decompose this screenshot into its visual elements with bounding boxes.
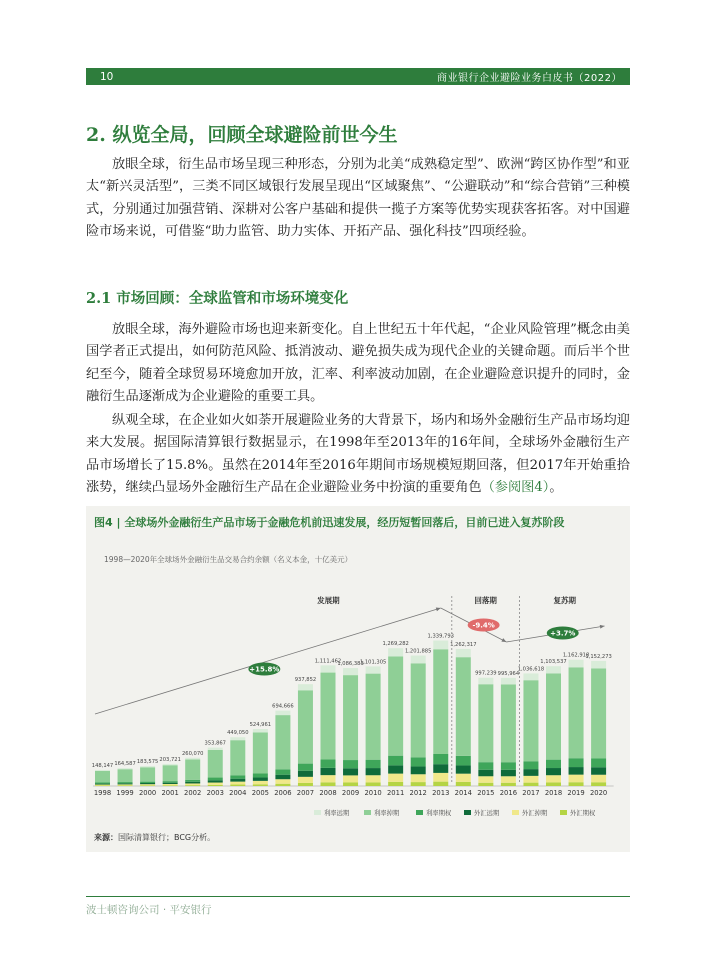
x-tick-label: 2015 <box>477 789 495 797</box>
bar-segment-2005 <box>253 773 268 777</box>
bar-segment-2001 <box>163 783 178 784</box>
running-head-title: 商业银行企业避险业务白皮书（2022） <box>437 73 622 84</box>
bar-total-label: 1,269,282 <box>382 641 409 648</box>
bar-segment-2020 <box>591 661 606 669</box>
running-header <box>86 68 630 85</box>
bar-segment-2007 <box>298 771 313 777</box>
figure-4 <box>86 506 630 852</box>
legend-label: 利率掉期 <box>374 810 400 817</box>
bar-segment-2008 <box>321 782 336 786</box>
bar-segment-2014 <box>456 649 471 657</box>
growth-badge-label: +15.8% <box>249 665 280 674</box>
bar-segment-2012 <box>411 782 426 786</box>
bar-segment-2017 <box>523 680 538 761</box>
figure-reference-link[interactable]: （参阅图4） <box>481 480 550 496</box>
bar-total-label: 449,050 <box>227 730 249 737</box>
bar-segment-2000 <box>140 785 155 786</box>
legend-swatch <box>364 810 371 815</box>
legend-label: 利率期权 <box>426 810 452 817</box>
bar-segment-2009 <box>343 782 358 786</box>
bar-segment-2018 <box>546 673 561 759</box>
bar-segment-2009 <box>343 775 358 782</box>
x-tick-label: 2019 <box>567 789 585 797</box>
bar-segment-2019 <box>569 767 584 775</box>
bar-total-label: 1,101,305 <box>359 659 387 666</box>
bar-total-label: 1,162,918 <box>562 652 590 659</box>
x-tick-label: 2007 <box>296 789 315 797</box>
bar-segment-2005 <box>253 777 268 780</box>
bar-segment-2020 <box>591 775 606 783</box>
paragraph-global-growth <box>86 410 630 500</box>
x-tick-label: 2005 <box>251 789 270 797</box>
bar-segment-2017 <box>523 761 538 769</box>
bar-segment-2014 <box>456 765 471 773</box>
bar-segment-2019 <box>569 660 584 668</box>
bar-segment-2012 <box>411 766 426 774</box>
bar-segment-2014 <box>456 756 471 766</box>
bar-segment-2013 <box>433 649 448 754</box>
x-tick-label: 2008 <box>319 789 337 797</box>
bar-segment-2019 <box>569 775 584 783</box>
bar-total-label: 1,201,885 <box>404 648 432 655</box>
bar-segment-2008 <box>321 673 336 760</box>
bar-segment-2006 <box>275 784 290 786</box>
bar-segment-2006 <box>275 715 290 769</box>
growth-badge-label: +3.7% <box>550 629 576 638</box>
bar-segment-2003 <box>208 748 223 750</box>
x-tick-label: 2013 <box>432 789 450 797</box>
bar-segment-2018 <box>546 760 561 768</box>
x-tick-label: 2009 <box>341 789 360 797</box>
bar-segment-2011 <box>388 648 403 656</box>
bar-segment-2009 <box>343 768 358 775</box>
page-number: 10 <box>100 70 114 83</box>
bar-segment-2008 <box>321 768 336 775</box>
bar-segment-2004 <box>230 740 245 775</box>
bar-segment-2009 <box>343 760 358 768</box>
bar-segment-2005 <box>253 732 268 773</box>
bar-segment-2017 <box>523 769 538 776</box>
x-tick-label: 2012 <box>409 789 427 797</box>
source-label: 来源： <box>94 833 118 842</box>
bar-segment-2011 <box>388 774 403 782</box>
bar-segment-2000 <box>140 784 155 785</box>
bar-segment-2000 <box>140 782 155 783</box>
bar-segment-2018 <box>546 768 561 775</box>
bar-total-label: 937,852 <box>294 677 317 684</box>
phase-label: 复苏期 <box>553 596 576 605</box>
x-tick-label: 2020 <box>589 789 608 797</box>
x-tick-label: 2018 <box>544 789 563 797</box>
bar-total-label: 1,036,618 <box>517 666 545 673</box>
bar-segment-2005 <box>253 729 268 732</box>
bar-segment-1998 <box>95 784 110 785</box>
bar-total-label: 1,339,793 <box>427 633 454 640</box>
growth-badge-label: -9.4% <box>472 621 495 630</box>
bar-segment-2011 <box>388 765 403 773</box>
source-text: 国际清算银行；BCG分析。 <box>118 833 216 842</box>
bar-segment-2002 <box>185 758 200 760</box>
bar-total-label: 524,961 <box>249 722 272 729</box>
bar-total-label: 1,111,462 <box>314 658 342 665</box>
bar-segment-2015 <box>478 762 493 770</box>
bar-total-label: 260,070 <box>181 750 204 757</box>
bar-segment-2013 <box>433 773 448 782</box>
x-tick-label: 2002 <box>184 789 202 797</box>
bar-segment-2001 <box>163 781 178 783</box>
bar-segment-2005 <box>253 781 268 784</box>
bar-segment-2014 <box>456 657 471 756</box>
bar-segment-2004 <box>230 782 245 785</box>
arrowhead-recovery <box>600 625 605 629</box>
bar-segment-2013 <box>433 754 448 764</box>
bar-segment-2016 <box>501 783 516 786</box>
bar-segment-2011 <box>388 656 403 755</box>
bar-segment-2011 <box>388 756 403 766</box>
bar-segment-1999 <box>118 785 133 786</box>
paragraph-end: 。 <box>549 480 563 496</box>
bar-segment-2002 <box>185 785 200 786</box>
bar-segment-2007 <box>298 777 313 783</box>
bar-segment-2020 <box>591 758 606 767</box>
bar-segment-2015 <box>478 776 493 782</box>
bar-segment-2006 <box>275 775 290 780</box>
bar-segment-2018 <box>546 666 561 673</box>
bar-segment-2006 <box>275 779 290 784</box>
legend-label: 外汇远期 <box>474 810 500 817</box>
bar-segment-2004 <box>230 785 245 786</box>
bar-segment-2008 <box>321 665 336 672</box>
bar-segment-2013 <box>433 764 448 773</box>
bar-segment-2007 <box>298 684 313 690</box>
bar-segment-2011 <box>388 782 403 786</box>
legend-label: 外汇期权 <box>570 810 596 817</box>
bar-segment-2019 <box>569 782 584 786</box>
bar-segment-2003 <box>208 780 223 782</box>
bar-segment-2017 <box>523 673 538 680</box>
x-tick-label: 2014 <box>454 789 472 797</box>
bar-segment-2007 <box>298 764 313 771</box>
bar-segment-2010 <box>366 666 381 673</box>
bar-segment-2016 <box>501 762 516 770</box>
bar-segment-2001 <box>163 785 178 786</box>
bar-segment-2000 <box>140 766 155 767</box>
footer-rule <box>86 896 630 897</box>
x-tick-label: 2000 <box>138 789 157 797</box>
x-tick-label: 2010 <box>364 789 382 797</box>
x-tick-label: 2017 <box>522 789 540 797</box>
bar-segment-1999 <box>118 768 133 769</box>
figure-source <box>94 832 215 843</box>
paragraph-body: 纵观全球，在企业如火如荼开展避险业务的大背景下，场内和场外金融衍生产品市场均迎来大发展。据国际清算银行数据显示，在1998年至2013年的16年间，全球场外金融衍生产品市场增长了15.8%。虽然在2014年至2016年期间市场规模短期回落，但2017年开始重拾涨势，继续凸显场外金融衍生产品在企业避险业务中扮演的重要角色 <box>86 413 630 496</box>
bar-segment-2002 <box>185 780 200 782</box>
bar-segment-2000 <box>140 783 155 784</box>
bar-total-label: 183,575 <box>136 759 159 766</box>
bar-segment-2007 <box>298 690 313 763</box>
otc-derivatives-chart <box>86 506 630 852</box>
bar-segment-2009 <box>343 668 358 675</box>
x-tick-label: 2016 <box>499 789 518 797</box>
x-tick-label: 2003 <box>206 789 224 797</box>
legend-swatch <box>416 810 423 815</box>
bar-total-label: 164,587 <box>114 761 136 768</box>
legend-swatch <box>512 810 519 815</box>
bar-segment-2001 <box>163 765 178 781</box>
bar-total-label: 1,103,537 <box>540 659 567 666</box>
bar-segment-2004 <box>230 779 245 782</box>
bar-segment-1998 <box>95 770 110 771</box>
bar-segment-2008 <box>321 775 336 782</box>
bar-segment-2003 <box>208 750 223 778</box>
page-footer: 波士顿咨询公司 · 平安银行 <box>86 904 212 916</box>
x-tick-label: 1999 <box>116 789 134 797</box>
legend-swatch <box>314 810 321 815</box>
arrowhead-growth <box>436 607 441 611</box>
legend-swatch <box>560 810 567 815</box>
bar-segment-1999 <box>118 782 133 783</box>
figure-title: 图4 | 全球场外金融衍生产品市场于金融危机前迅速发展，经历短暂回落后，目前已进入复苏阶段 <box>94 516 565 529</box>
bar-segment-2009 <box>343 675 358 760</box>
bar-total-label: 1,086,383 <box>337 661 364 668</box>
bar-segment-2002 <box>185 759 200 779</box>
bar-segment-1999 <box>118 784 133 785</box>
bar-total-label: 1,262,317 <box>450 641 477 648</box>
bar-segment-2010 <box>366 760 381 768</box>
bar-segment-2005 <box>253 784 268 786</box>
x-tick-label: 1998 <box>93 789 112 797</box>
bar-total-label: 353,867 <box>204 740 226 747</box>
legend-label: 利率远期 <box>324 810 350 817</box>
bar-segment-2001 <box>163 764 178 765</box>
bar-segment-2001 <box>163 784 178 785</box>
bar-segment-2019 <box>569 667 584 758</box>
bar-segment-2015 <box>478 684 493 762</box>
bar-segment-2010 <box>366 674 381 760</box>
bar-segment-2008 <box>321 759 336 767</box>
bar-segment-2004 <box>230 775 245 778</box>
bar-segment-2015 <box>478 678 493 684</box>
bar-segment-2012 <box>411 757 426 766</box>
bar-segment-2012 <box>411 774 426 782</box>
bar-segment-1998 <box>95 771 110 783</box>
bar-segment-2003 <box>208 783 223 785</box>
x-tick-label: 2006 <box>274 789 292 797</box>
bar-segment-2017 <box>523 776 538 783</box>
bar-segment-1998 <box>95 785 110 786</box>
bar-segment-2016 <box>501 678 516 684</box>
bar-segment-2013 <box>433 641 448 650</box>
x-tick-label: 2004 <box>229 789 247 797</box>
bar-segment-2018 <box>546 775 561 782</box>
x-tick-label: 2011 <box>386 789 405 797</box>
figure-subtitle: 1998—2020年全球场外金融衍生品交易合约余额（名义本金，十亿美元） <box>104 555 353 564</box>
bar-total-label: 694,666 <box>272 703 294 710</box>
legend-swatch <box>464 810 471 815</box>
bar-segment-1999 <box>118 769 133 782</box>
bar-segment-2002 <box>185 783 200 785</box>
bar-segment-2020 <box>591 668 606 758</box>
bar-segment-2018 <box>546 782 561 786</box>
bar-segment-2012 <box>411 663 426 757</box>
bar-total-label: 148,147 <box>91 762 114 769</box>
bar-segment-2014 <box>456 774 471 782</box>
bar-segment-2003 <box>208 785 223 786</box>
bar-total-label: 203,721 <box>159 756 181 763</box>
bar-segment-2012 <box>411 656 426 664</box>
bar-segment-2016 <box>501 770 516 776</box>
bar-total-label: 1,152,273 <box>585 653 612 660</box>
bar-segment-2019 <box>569 758 584 767</box>
bar-total-label: 997,239 <box>475 670 497 677</box>
bar-segment-2013 <box>433 782 448 786</box>
subsection-title: 2.1 市场回顾：全球监管和市场环境变化 <box>86 290 349 307</box>
bar-segment-1998 <box>95 782 110 783</box>
bar-segment-2006 <box>275 711 290 716</box>
bar-segment-2006 <box>275 769 290 774</box>
bar-segment-2000 <box>140 767 155 781</box>
section-intro: 放眼全球，衍生品市场呈现三种形态，分别为北美“成熟稳定型”、欧洲“跨区协作型”和亚太“新兴灵活型”，三类不同区域银行发展呈现出“区域聚焦”、“公避联动”和“综合营销”三种模式，分别通过加强营销、深耕对公客户基础和提供一揽子方案等优势实现获客拓客。对中国避险市场来说，可借鉴“助力监管、助力实体、开拓产品、强化科技”四项经验。 <box>86 157 630 240</box>
section-title: 2. 纵览全局，回顾全球避险前世今生 <box>86 124 398 146</box>
phase-label: 发展期 <box>317 596 340 605</box>
phase-label: 回落期 <box>474 596 497 605</box>
bar-segment-2010 <box>366 775 381 782</box>
bar-segment-2020 <box>591 767 606 775</box>
bar-segment-2014 <box>456 782 471 786</box>
bar-segment-2015 <box>478 783 493 786</box>
bar-segment-2002 <box>185 782 200 784</box>
bar-total-label: 995,964 <box>497 670 520 677</box>
bar-segment-1999 <box>118 783 133 784</box>
x-tick-label: 2001 <box>161 789 179 797</box>
bar-segment-2016 <box>501 776 516 782</box>
bar-segment-2010 <box>366 782 381 786</box>
bar-segment-2015 <box>478 770 493 776</box>
bar-segment-2020 <box>591 782 606 786</box>
bar-segment-2004 <box>230 737 245 740</box>
bar-segment-2016 <box>501 684 516 762</box>
bar-segment-2007 <box>298 783 313 786</box>
legend-label: 外汇掉期 <box>522 810 548 817</box>
bar-segment-2010 <box>366 768 381 775</box>
bar-segment-2003 <box>208 778 223 781</box>
paragraph-market-review: 放眼全球，海外避险市场也迎来新变化。自上世纪五十年代起，“企业风险管理”概念由美国学者正式提出，如何防范风险、抵消波动、避免损失成为现代企业的关键命题。而后半个世纪至今，随着全球贸易环境愈加开放，汇率、利率波动加剧，在企业避险意识提升的同时，金融衍生品逐渐成为企业避险的重要工具。 <box>86 322 630 405</box>
bar-segment-2017 <box>523 783 538 786</box>
